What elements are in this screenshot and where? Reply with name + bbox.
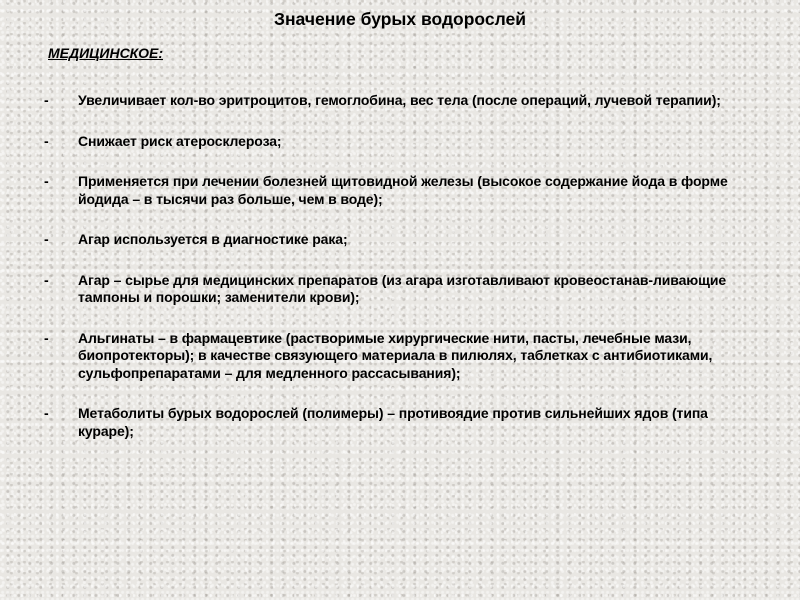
section-heading: МЕДИЦИНСКОЕ: xyxy=(48,45,163,61)
bullet-dash: - xyxy=(44,271,49,288)
list-item-text: Агар – сырье для медицинских препаратов (из агара изготавливают кровеостанав-ливающие тампоны и порошки; заменители крови); xyxy=(78,271,727,305)
list-item-text: Альгинаты – в фармацевтике (растворимые хирургические нити, пасты, лечебные мази, биопротекторы); в качестве связующего материала в пилюлях, таблетках с антибиотиками, сульфопрепаратами – для медленного рассасывания); xyxy=(78,329,713,381)
bullet-dash: - xyxy=(44,92,49,108)
bullet-dash: - xyxy=(44,329,49,346)
list-item xyxy=(0,272,800,307)
bullet-dash: - xyxy=(44,405,49,421)
bullet-list xyxy=(0,92,800,463)
list-item xyxy=(0,405,800,440)
list-item xyxy=(0,92,800,110)
bullet-dash: - xyxy=(44,132,49,149)
bullet-dash: - xyxy=(44,173,49,189)
list-item-text: Агар используется в диагностике рака; xyxy=(78,231,348,247)
list-item-text: Снижает риск атеросклероза; xyxy=(78,132,282,149)
list-item xyxy=(0,173,800,208)
bullet-dash: - xyxy=(44,231,49,247)
list-item xyxy=(0,330,800,383)
slide-title: Значение бурых водорослей xyxy=(274,9,526,29)
list-item-text: Увеличивает кол-во эритроцитов, гемоглобина, вес тела (после операций, лучевой терапии); xyxy=(78,92,721,108)
list-item xyxy=(0,133,800,151)
list-item-text: Применяется при лечении болезней щитовидной железы (высокое содержание йода в форме йодида – в тысячи раз больше, чем в воде); xyxy=(78,173,728,207)
list-item xyxy=(0,231,800,249)
list-item-text: Метаболиты бурых водорослей (полимеры) – противоядие против сильнейших ядов (типа кураре); xyxy=(78,405,708,439)
